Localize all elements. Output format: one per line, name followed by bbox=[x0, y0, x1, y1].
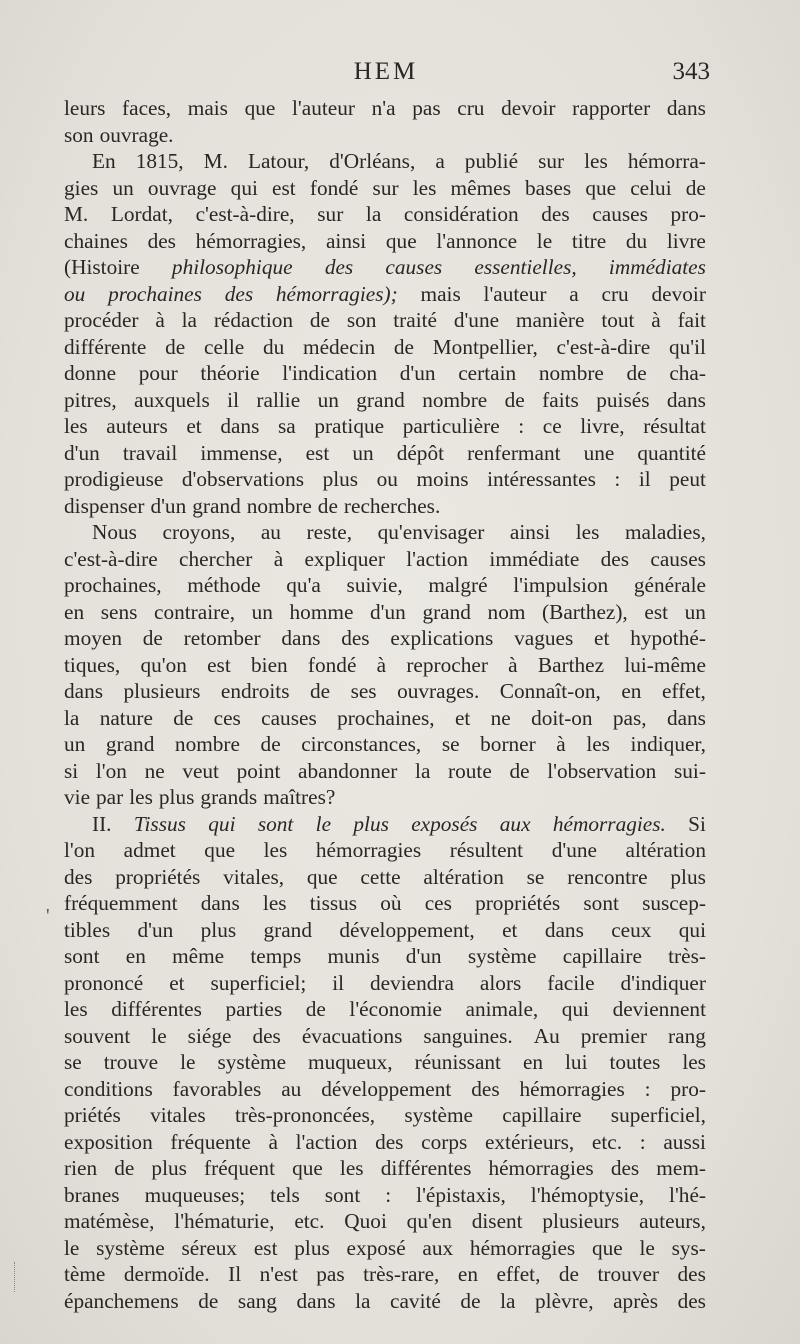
text-line: un grand nombre de circonstances, se borner à les indiquer, bbox=[64, 732, 706, 756]
text-line: c'est-à-dire chercher à expliquer l'action immédiate des causes bbox=[64, 546, 706, 571]
text-line: leurs faces, mais que l'auteur n'a pas cru devoir rapporter dans bbox=[64, 96, 706, 120]
text-line: tème dermoïde. Il n'est pas très-rare, en effet, de trouver des bbox=[64, 1262, 706, 1286]
text-line: donne pour théorie l'indication d'un certain nombre de cha- bbox=[64, 361, 706, 385]
text-line: prononcé et superficiel; il deviendra alors facile d'indiquer bbox=[64, 970, 706, 995]
text-line: exposition fréquente à l'action des corps extérieurs, etc. : aussi bbox=[64, 1129, 706, 1154]
text-line: M. Lordat, c'est-à-dire, sur la considération des causes pro- bbox=[64, 202, 706, 226]
text-line: dans plusieurs endroits de ses ouvrages. Connaît-on, en effet, bbox=[64, 679, 706, 703]
text-line: matémèse, l'hématurie, etc. Quoi qu'en disent plusieurs auteurs, bbox=[64, 1209, 706, 1233]
text-line: se trouve le système muqueux, réunissant en lui toutes les bbox=[64, 1050, 706, 1074]
text-line: le système séreux est plus exposé aux hémorragies que le sys- bbox=[64, 1235, 706, 1260]
text-line: tibles d'un plus grand développement, et dans ceux qui bbox=[64, 917, 706, 942]
text-line: fréquemment dans les tissus où ces propriétés sont suscep- bbox=[64, 891, 706, 915]
text-line: branes muqueuses; tels sont : l'épistaxis, l'hémoptysie, l'hé- bbox=[64, 1182, 706, 1207]
text-line: moyen de retomber dans des explications vagues et hypothé- bbox=[64, 626, 706, 650]
body-text bbox=[64, 95, 706, 1314]
text-line: II. Tissus qui sont le plus exposés aux hémorragies. Si bbox=[92, 811, 706, 836]
text-line: (Histoire philosophique des causes essentielles, immédiates bbox=[64, 255, 706, 279]
text-line: les auteurs et dans sa pratique particulière : ce livre, résultat bbox=[64, 414, 706, 438]
text-line: d'un travail immense, est un dépôt renfermant une quantité bbox=[64, 440, 706, 465]
marginal-tick: ' bbox=[46, 905, 50, 927]
running-head: HEM bbox=[353, 58, 419, 85]
text-line: l'on admet que les hémorragies résultent d'une altération bbox=[64, 838, 706, 862]
text-line: souvent le siége des évacuations sanguines. Au premier rang bbox=[64, 1023, 706, 1048]
text-line: chaines des hémorragies, ainsi que l'annonce le titre du livre bbox=[64, 228, 706, 253]
margin-mark bbox=[14, 1262, 19, 1292]
text-line: épanchemens de sang dans la cavité de la plèvre, après des bbox=[64, 1288, 706, 1313]
text-line: Nous croyons, au reste, qu'envisager ainsi les maladies, bbox=[92, 520, 706, 544]
text-line: En 1815, M. Latour, d'Orléans, a publié sur les hémorra- bbox=[92, 149, 706, 173]
text-line: vie par les plus grands maîtres? bbox=[64, 785, 336, 809]
text-line: tiques, qu'on est bien fondé à reprocher à Barthez lui-même bbox=[64, 652, 706, 677]
text-line: pitres, auxquels il rallie un grand nombre de faits puisés dans bbox=[64, 387, 706, 412]
text-line: les différentes parties de l'économie animale, qui deviennent bbox=[64, 997, 706, 1021]
text-line: dispenser d'un grand nombre de recherches. bbox=[64, 493, 441, 518]
text-line: des propriétés vitales, que cette altération se rencontre plus bbox=[64, 864, 706, 889]
text-line: son ouvrage. bbox=[64, 122, 174, 147]
text-line: prochaines, méthode qu'a suivie, malgré l'impulsion générale bbox=[64, 573, 706, 597]
text-line: prodigieuse d'observations plus ou moins intéressantes : il peut bbox=[64, 467, 706, 491]
text-line: rien de plus fréquent que les différentes hémorragies des mem- bbox=[64, 1156, 706, 1180]
text-line: la nature de ces causes prochaines, et ne doit-on pas, dans bbox=[64, 705, 706, 730]
text-line: procéder à la rédaction de son traité d'une manière tout à fait bbox=[64, 308, 706, 332]
text-line: conditions favorables au développement des hémorragies : pro- bbox=[64, 1076, 706, 1101]
text-line: sont en même temps munis d'un système capillaire très- bbox=[64, 944, 706, 968]
page-header bbox=[62, 58, 710, 94]
text-line: différente de celle du médecin de Montpellier, c'est-à-dire qu'il bbox=[64, 334, 706, 359]
text-line: priétés vitales très-prononcées, système capillaire superficiel, bbox=[64, 1103, 706, 1127]
text-line: en sens contraire, un homme d'un grand nom (Barthez), est un bbox=[64, 599, 706, 624]
text-line: si l'on ne veut point abandonner la route de l'observation sui- bbox=[64, 758, 706, 783]
page-number: 343 bbox=[672, 58, 710, 85]
text-line: gies un ouvrage qui est fondé sur les mêmes bases que celui de bbox=[64, 175, 706, 200]
text-line: ou prochaines des hémorragies); mais l'auteur a cru devoir bbox=[64, 281, 706, 306]
